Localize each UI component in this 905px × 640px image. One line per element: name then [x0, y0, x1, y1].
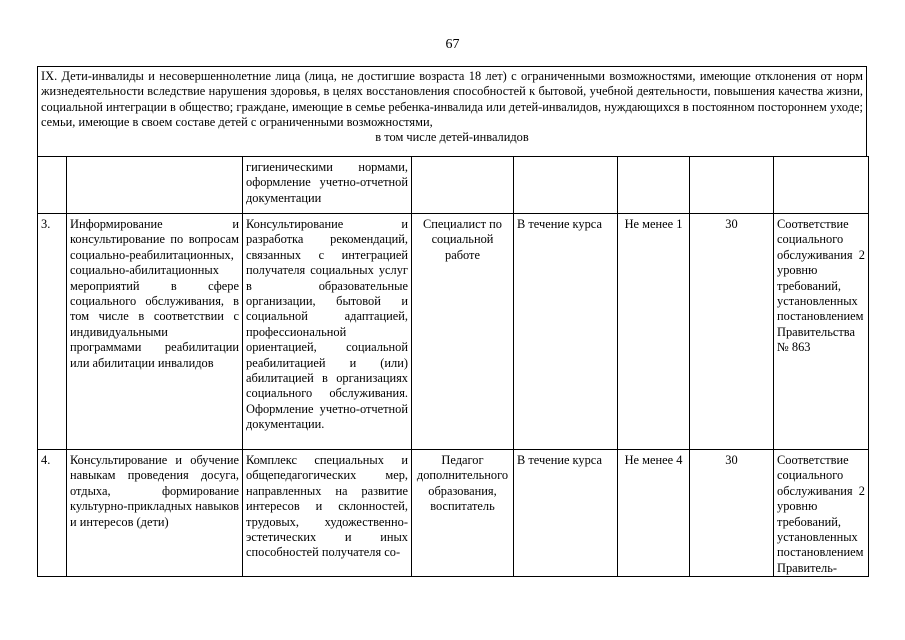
- cost-cell: 30: [690, 214, 774, 450]
- period-cell: В течение курса: [514, 214, 618, 450]
- service-name-cell: [67, 157, 243, 214]
- volume-cell: Не менее 1: [618, 214, 690, 450]
- section-header-last-line: в том числе детей-инвалидов: [375, 130, 529, 145]
- table-row: [38, 450, 869, 577]
- service-name-cell: Консультирование и обучение навыкам проведения досуга, отдыха, формирование культурно-прикладных навыков и интересов (дети): [67, 450, 243, 577]
- volume-cell: [618, 157, 690, 214]
- service-name-cell: Информирование и консультирование по вопросам социально-реабилитационных, социально-абилитационных мероприятий в сфере социального обслуживания, в том числе в соответствии с индивидуальными программами реабилитации или абилитации инвалидов: [67, 214, 243, 450]
- quality-cell: Соответствие социального обслуживания 2 уровню требований, установленных постановлением Правительства № 863: [774, 214, 869, 450]
- section-header: [37, 66, 867, 156]
- period-cell: В течение курса: [514, 450, 618, 577]
- performer-cell: Педагог дополнительного образования, воспитатель: [412, 450, 514, 577]
- quality-cell: [774, 157, 869, 214]
- table-row: [38, 214, 869, 450]
- page-number: 67: [445, 37, 460, 52]
- services-table: [37, 156, 869, 577]
- service-description-cell: гигиеническими нормами, оформление учетно-отчетной документации: [243, 157, 412, 214]
- performer-cell: [412, 157, 514, 214]
- section-header-text: IX. Дети-инвалиды и несовершеннолетние лица (лица, не достигшие возраста 18 лет) с ограниченными возможностями, имеющие отклонения от норм жизнедеятельности вследствие нарушения здоровья, в целях восстановления способностей к бытовой, учебной деятельности, повышения качества жизни, социальной интеграции в общество; граждане, имеющие в семье ребенка-инвалида или детей-инвалидов, нуждающихся в постоянном постороннем уходе; семьи, имеющие в своем составе детей с ограниченными возможностями,: [41, 69, 863, 129]
- period-cell: [514, 157, 618, 214]
- table-row: [38, 157, 869, 214]
- row-number-cell: 3.: [38, 214, 67, 450]
- volume-cell: Не менее 4: [618, 450, 690, 577]
- row-number-cell: 4.: [38, 450, 67, 577]
- quality-cell: Соответствие социального обслуживания 2 уровню требований, установленных постановлением Правитель-: [774, 450, 869, 577]
- row-number-cell: [38, 157, 67, 214]
- cost-cell: [690, 157, 774, 214]
- service-description-cell: Комплекс специальных и общепедагогических мер, направленных на развитие интересов и склонностей, трудовых, художественно-эстетических и иных способностей получателя со-: [243, 450, 412, 577]
- service-description-cell: Консультирование и разработка рекомендаций, связанных с интеграцией получателя социальных услуг в образовательные организации, бытовой и социальной адаптацией, профессиональной ориентацией, социальной реабилитацией и (или) абилитацией в организациях социального обслуживания. Оформление учетно-отчетной документации.: [243, 214, 412, 450]
- cost-cell: 30: [690, 450, 774, 577]
- performer-cell: Специалист по социальной работе: [412, 214, 514, 450]
